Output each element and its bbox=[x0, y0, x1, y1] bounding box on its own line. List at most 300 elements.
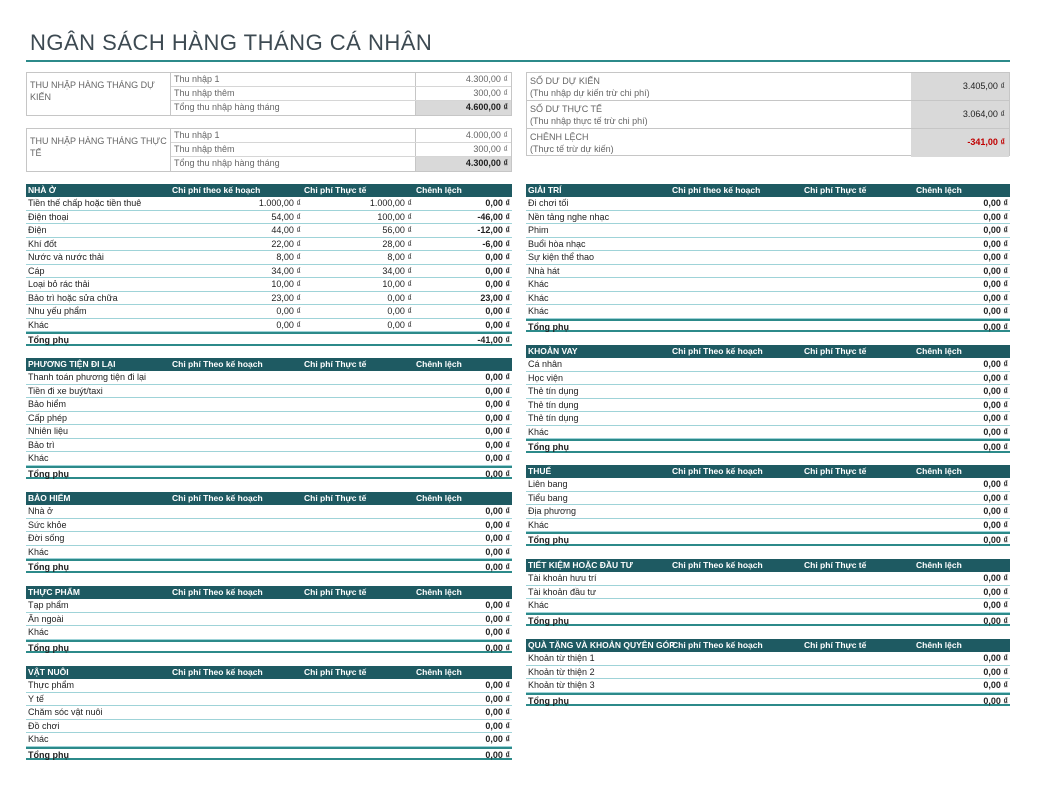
difference-cell: 0,00 ₫ bbox=[983, 413, 1008, 423]
table-row[interactable] bbox=[26, 706, 512, 720]
actual-cost-cell[interactable]: 1.000,00 ₫ bbox=[369, 198, 412, 208]
table-row[interactable] bbox=[26, 519, 512, 533]
row-label: Nhiên liệu bbox=[28, 426, 69, 436]
subtotal-value: 0,00 ₫ bbox=[983, 442, 1008, 452]
row-label: Y tế bbox=[28, 693, 44, 704]
pets-header bbox=[26, 666, 512, 679]
table-row[interactable] bbox=[526, 238, 1010, 252]
difference-cell: 0,00 ₫ bbox=[485, 734, 510, 744]
table-row[interactable] bbox=[526, 505, 1010, 519]
row-label: Tiền thế chấp hoặc tiền thuê bbox=[28, 198, 142, 208]
projected-income-row[interactable] bbox=[171, 87, 511, 101]
row-label: Khác bbox=[28, 627, 49, 637]
pets-table bbox=[26, 666, 512, 760]
row-label: Chăm sóc vật nuôi bbox=[28, 707, 103, 717]
row-label: Tiểu bang bbox=[528, 492, 568, 503]
difference-cell: 0,00 ₫ bbox=[485, 252, 510, 262]
column-header: Chênh lệch bbox=[916, 466, 962, 476]
subtotal-row bbox=[26, 466, 512, 480]
row-label: Thẻ tín dụng bbox=[528, 399, 579, 410]
difference-cell: 0,00 ₫ bbox=[983, 238, 1008, 249]
column-header: Chi phí Thực tế bbox=[804, 560, 867, 570]
row-label: Tiền đi xe buýt/taxi bbox=[28, 385, 103, 396]
difference-cell: 0,00 ₫ bbox=[485, 600, 510, 610]
difference-cell: 0,00 ₫ bbox=[485, 506, 510, 516]
column-header: Chi phí Theo kế hoạch bbox=[172, 359, 263, 369]
difference-cell: 0,00 ₫ bbox=[983, 399, 1008, 410]
column-header: Chi phí Thực tế bbox=[304, 185, 367, 195]
balance-label: SỐ DƯ DỰ KIẾN bbox=[530, 76, 600, 86]
table-row[interactable] bbox=[26, 385, 512, 399]
projected-balance-row bbox=[527, 73, 1009, 101]
column-header: Chi phí Theo kế hoạch bbox=[672, 346, 763, 356]
category-title: NHÀ Ở bbox=[28, 185, 57, 195]
planned-cost-cell[interactable]: 8,00 ₫ bbox=[276, 252, 301, 262]
subtotal-label: Tổng phụ bbox=[28, 749, 69, 760]
table-row[interactable] bbox=[526, 358, 1010, 372]
difference-cell: 0,00 ₫ bbox=[983, 359, 1008, 369]
income-row-label: Thu nhập 1 bbox=[174, 74, 220, 84]
entertainment-header bbox=[526, 184, 1010, 197]
row-label: Ăn ngoài bbox=[28, 613, 64, 624]
column-header: Chênh lệch bbox=[416, 587, 462, 597]
actual-cost-cell[interactable]: 56,00 ₫ bbox=[382, 225, 412, 235]
housing-header bbox=[26, 184, 512, 197]
actual-income-row[interactable] bbox=[171, 143, 511, 157]
table-row[interactable] bbox=[526, 305, 1010, 319]
difference-cell: 0,00 ₫ bbox=[983, 306, 1008, 316]
category-title: TIẾT KIỆM HOẶC ĐẦU TƯ bbox=[528, 560, 633, 570]
savings-header bbox=[526, 559, 1010, 572]
insurance-table bbox=[26, 492, 512, 573]
projected-balance-value: 3.405,00 ₫ bbox=[911, 73, 1009, 100]
row-label: Tài khoản đầu tư bbox=[528, 586, 597, 597]
table-row[interactable] bbox=[26, 693, 512, 707]
table-row[interactable] bbox=[526, 478, 1010, 492]
subtotal-value: 0,00 ₫ bbox=[485, 562, 510, 572]
row-label: Đồ chơi bbox=[28, 720, 60, 731]
row-label: Đời sống bbox=[28, 533, 65, 543]
insurance-header bbox=[26, 492, 512, 505]
row-label: Thẻ tín dụng bbox=[528, 413, 579, 423]
row-label: Bảo hiểm bbox=[28, 399, 67, 409]
table-row[interactable] bbox=[26, 197, 512, 211]
category-title: BẢO HIỂM bbox=[28, 493, 71, 503]
row-label: Khác bbox=[528, 292, 549, 303]
row-label: Đi chơi tối bbox=[528, 198, 569, 208]
row-label: Điện thoại bbox=[28, 211, 69, 222]
column-header: Chi phí theo kế hoạch bbox=[672, 185, 761, 195]
row-label: Bảo trì bbox=[28, 439, 55, 450]
income-row-value[interactable]: 4.300,00 ₫ bbox=[415, 73, 511, 86]
row-label: Sự kiện thể thao bbox=[528, 252, 595, 262]
actual-cost-cell[interactable]: 28,00 ₫ bbox=[382, 238, 412, 249]
table-row[interactable] bbox=[26, 532, 512, 546]
balance-sublabel: (Thu nhập dự kiến trừ chi phí) bbox=[530, 88, 650, 98]
column-header: Chi phí Thực tế bbox=[304, 493, 367, 503]
projected-income-total-row bbox=[171, 101, 511, 115]
actual-cost-cell[interactable]: 100,00 ₫ bbox=[377, 211, 412, 222]
row-label: Khác bbox=[528, 600, 549, 610]
difference-cell: -46,00 ₫ bbox=[477, 211, 510, 222]
row-label: Khoản từ thiện 1 bbox=[528, 653, 595, 663]
table-row[interactable] bbox=[526, 197, 1010, 211]
difference-cell: 0,00 ₫ bbox=[983, 506, 1008, 516]
row-label: Cá nhân bbox=[528, 359, 563, 369]
table-row[interactable] bbox=[526, 251, 1010, 265]
difference-cell: 0,00 ₫ bbox=[983, 573, 1008, 583]
planned-cost-cell[interactable]: 54,00 ₫ bbox=[271, 211, 301, 222]
table-row[interactable] bbox=[526, 572, 1010, 586]
column-header: Chênh lệch bbox=[916, 185, 962, 195]
difference-cell: 0,00 ₫ bbox=[485, 439, 510, 450]
gifts-header bbox=[526, 639, 1010, 652]
subtotal-label: Tổng phụ bbox=[528, 442, 569, 452]
table-row[interactable] bbox=[526, 666, 1010, 680]
column-header: Chênh lệch bbox=[416, 185, 462, 195]
subtotal-label: Tổng phụ bbox=[28, 642, 69, 653]
column-header: Chi phí Thực tế bbox=[804, 640, 867, 650]
subtotal-row bbox=[526, 532, 1010, 546]
row-label: Khác bbox=[28, 546, 49, 557]
actual-balance-row bbox=[527, 101, 1009, 129]
row-label: Sức khỏe bbox=[28, 519, 67, 530]
subtotal-label: Tổng phụ bbox=[28, 335, 69, 345]
difference-cell: -6,00 ₫ bbox=[482, 238, 510, 249]
difference-cell: 0,00 ₫ bbox=[983, 372, 1008, 383]
planned-cost-cell[interactable]: 10,00 ₫ bbox=[271, 279, 301, 289]
table-row[interactable] bbox=[526, 211, 1010, 225]
table-row[interactable] bbox=[526, 492, 1010, 506]
subtotal-row bbox=[26, 559, 512, 573]
difference-cell: 0,00 ₫ bbox=[485, 533, 510, 543]
difference-cell: 0,00 ₫ bbox=[983, 279, 1008, 289]
row-label: Loại bỏ rác thải bbox=[28, 279, 90, 289]
table-row[interactable] bbox=[526, 586, 1010, 600]
difference-cell: 0,00 ₫ bbox=[485, 306, 510, 316]
difference-cell: 0,00 ₫ bbox=[983, 252, 1008, 262]
table-row[interactable] bbox=[26, 733, 512, 747]
category-title: QUÀ TẶNG VÀ KHOẢN QUYÊN GÓP bbox=[528, 640, 675, 650]
row-label: Cáp bbox=[28, 265, 45, 276]
table-row[interactable] bbox=[26, 251, 512, 265]
income-row-label: Thu nhập 1 bbox=[174, 130, 220, 140]
column-header: Chi phí Thực tế bbox=[804, 185, 867, 195]
actual-cost-cell[interactable]: 0,00 ₫ bbox=[387, 319, 412, 330]
income-row-value[interactable]: 4.000,00 ₫ bbox=[415, 129, 511, 142]
difference-cell: 0,00 ₫ bbox=[983, 265, 1008, 276]
subtotal-value: 0,00 ₫ bbox=[983, 695, 1008, 706]
table-row[interactable] bbox=[26, 720, 512, 734]
income-total-value: 4.600,00 ₫ bbox=[415, 101, 511, 115]
difference-cell: 0,00 ₫ bbox=[485, 426, 510, 436]
column-header: Chi phí Thực tế bbox=[804, 466, 867, 476]
planned-cost-cell[interactable]: 44,00 ₫ bbox=[271, 225, 301, 235]
table-row[interactable] bbox=[526, 265, 1010, 279]
balance-label: SỐ DƯ THỰC TẾ bbox=[530, 104, 603, 114]
column-header: Chênh lệch bbox=[416, 493, 462, 503]
row-label: Bảo trì hoặc sửa chữa bbox=[28, 292, 118, 303]
column-header: Chi phí Thực tế bbox=[304, 587, 367, 597]
table-row[interactable] bbox=[26, 679, 512, 693]
difference-cell: 0,00 ₫ bbox=[983, 600, 1008, 610]
column-header: Chênh lệch bbox=[916, 640, 962, 650]
difference-cell: 0,00 ₫ bbox=[983, 653, 1008, 663]
subtotal-label: Tổng phụ bbox=[528, 535, 569, 545]
taxes-header bbox=[526, 465, 1010, 478]
difference-cell: 0,00 ₫ bbox=[485, 372, 510, 382]
table-row[interactable] bbox=[526, 372, 1010, 386]
subtotal-value: 0,00 ₫ bbox=[485, 642, 510, 653]
column-header: Chi phí Thực tế bbox=[804, 346, 867, 356]
table-row[interactable] bbox=[26, 211, 512, 225]
column-header: Chi phí Thực tế bbox=[304, 667, 367, 677]
row-label: Nhà hát bbox=[528, 265, 560, 276]
row-label: Địa phương bbox=[528, 506, 576, 516]
difference-cell: 0,00 ₫ bbox=[485, 720, 510, 731]
table-row[interactable] bbox=[26, 319, 512, 333]
planned-cost-cell[interactable]: 0,00 ₫ bbox=[276, 306, 301, 316]
category-title: VẬT NUÔI bbox=[28, 667, 69, 677]
table-row[interactable] bbox=[26, 425, 512, 439]
difference-cell: 0,00 ₫ bbox=[485, 546, 510, 557]
row-label: Khác bbox=[528, 426, 549, 437]
subtotal-label: Tổng phụ bbox=[528, 615, 569, 626]
difference-cell: 23,00 ₫ bbox=[480, 292, 510, 303]
row-label: Khác bbox=[28, 453, 49, 463]
difference-cell: 0,00 ₫ bbox=[485, 279, 510, 289]
subtotal-row bbox=[26, 640, 512, 654]
column-header: Chênh lệch bbox=[416, 667, 462, 677]
row-label: Khoản từ thiện 3 bbox=[528, 680, 595, 690]
table-row[interactable] bbox=[26, 398, 512, 412]
row-label: Học viện bbox=[528, 372, 564, 383]
difference-cell: 0,00 ₫ bbox=[983, 386, 1008, 396]
entertainment-table bbox=[526, 184, 1010, 332]
column-header: Chênh lệch bbox=[916, 346, 962, 356]
row-label: Thanh toán phương tiện đi lại bbox=[28, 372, 147, 382]
planned-cost-cell[interactable]: 22,00 ₫ bbox=[271, 238, 301, 249]
title-divider bbox=[26, 60, 1010, 62]
difference-row bbox=[527, 129, 1009, 157]
row-label: Thực phẩm bbox=[28, 680, 75, 690]
row-label: Khác bbox=[528, 519, 549, 530]
row-label: Tạp phẩm bbox=[28, 600, 69, 610]
difference-cell: 0,00 ₫ bbox=[983, 680, 1008, 690]
subtotal-value: 0,00 ₫ bbox=[983, 321, 1008, 332]
subtotal-label: Tổng phụ bbox=[528, 321, 569, 332]
difference-cell: 0,00 ₫ bbox=[983, 519, 1008, 530]
subtotal-row bbox=[526, 319, 1010, 333]
difference-cell: 0,00 ₫ bbox=[485, 519, 510, 530]
difference-cell: 0,00 ₫ bbox=[485, 319, 510, 330]
table-row[interactable] bbox=[526, 399, 1010, 413]
subtotal-row bbox=[526, 693, 1010, 707]
difference-cell: 0,00 ₫ bbox=[485, 627, 510, 637]
projected-income-box bbox=[26, 72, 512, 116]
difference-cell: 0,00 ₫ bbox=[485, 613, 510, 624]
subtotal-label: Tổng phụ bbox=[528, 695, 569, 706]
row-label: Nước và nước thải bbox=[28, 252, 104, 262]
transport-table bbox=[26, 358, 512, 479]
difference-cell: 0,00 ₫ bbox=[983, 479, 1008, 489]
housing-table bbox=[26, 184, 512, 346]
row-label: Tài khoản hưu trí bbox=[528, 573, 597, 583]
subtotal-value: 0,00 ₫ bbox=[983, 615, 1008, 626]
table-row[interactable] bbox=[26, 292, 512, 306]
actual-cost-cell[interactable]: 8,00 ₫ bbox=[387, 252, 412, 262]
actual-income-total-row bbox=[171, 157, 511, 171]
difference-value: -341,00 ₫ bbox=[911, 129, 1009, 157]
income-row-label: Tổng thu nhập hàng tháng bbox=[174, 158, 280, 168]
row-label: Khác bbox=[28, 319, 49, 330]
table-row[interactable] bbox=[526, 292, 1010, 306]
loans-header bbox=[526, 345, 1010, 358]
actual-cost-cell[interactable]: 10,00 ₫ bbox=[382, 279, 412, 289]
difference-cell: 0,00 ₫ bbox=[485, 707, 510, 717]
difference-cell: 0,00 ₫ bbox=[485, 680, 510, 690]
row-label: Khác bbox=[28, 734, 49, 744]
column-header: Chênh lệch bbox=[916, 560, 962, 570]
subtotal-row bbox=[526, 613, 1010, 627]
subtotal-label: Tổng phụ bbox=[28, 562, 69, 572]
table-row[interactable] bbox=[26, 224, 512, 238]
table-row[interactable] bbox=[26, 412, 512, 426]
difference-cell: 0,00 ₫ bbox=[983, 292, 1008, 303]
subtotal-value: -41,00 ₫ bbox=[477, 335, 510, 345]
difference-cell: 0,00 ₫ bbox=[485, 412, 510, 423]
taxes-table bbox=[526, 465, 1010, 546]
table-row[interactable] bbox=[26, 452, 512, 466]
loans-table bbox=[526, 345, 1010, 453]
category-title: KHOẢN VAY bbox=[528, 346, 578, 356]
subtotal-value: 0,00 ₫ bbox=[485, 749, 510, 760]
category-title: GIẢI TRÍ bbox=[528, 185, 562, 195]
column-header: Chi phí Theo kế hoạch bbox=[172, 587, 263, 597]
column-header: Chi phí theo kế hoạch bbox=[172, 185, 261, 195]
balance-box bbox=[526, 72, 1010, 156]
table-row[interactable] bbox=[26, 238, 512, 252]
row-label: Khoản từ thiện 2 bbox=[528, 666, 595, 677]
table-row[interactable] bbox=[26, 278, 512, 292]
difference-cell: 0,00 ₫ bbox=[983, 666, 1008, 677]
planned-cost-cell[interactable]: 0,00 ₫ bbox=[276, 319, 301, 330]
difference-cell: -12,00 ₫ bbox=[477, 225, 510, 235]
income-row-value[interactable]: 300,00 ₫ bbox=[415, 143, 511, 156]
food-header bbox=[26, 586, 512, 599]
row-label: Nền tảng nghe nhạc bbox=[528, 211, 610, 222]
table-row[interactable] bbox=[26, 546, 512, 560]
subtotal-row bbox=[526, 439, 1010, 453]
planned-cost-cell[interactable]: 1.000,00 ₫ bbox=[258, 198, 301, 208]
row-label: Liên bang bbox=[528, 479, 568, 489]
income-row-label: Tổng thu nhập hàng tháng bbox=[174, 102, 280, 112]
difference-cell: 0,00 ₫ bbox=[485, 385, 510, 396]
row-label: Nhà ở bbox=[28, 506, 53, 516]
balance-sublabel: (Thu nhập thực tế trừ chi phí) bbox=[530, 116, 648, 126]
column-header: Chi phí Theo kế hoạch bbox=[672, 640, 763, 650]
row-label: Buổi hòa nhạc bbox=[528, 238, 586, 249]
gifts-table bbox=[526, 639, 1010, 706]
table-row[interactable] bbox=[26, 265, 512, 279]
column-header: Chi phí Theo kế hoạch bbox=[672, 560, 763, 570]
planned-cost-cell[interactable]: 34,00 ₫ bbox=[271, 265, 301, 276]
table-row[interactable] bbox=[526, 426, 1010, 440]
actual-cost-cell[interactable]: 0,00 ₫ bbox=[387, 306, 412, 316]
difference-cell: 0,00 ₫ bbox=[983, 492, 1008, 503]
income-row-label: Thu nhập thêm bbox=[174, 88, 235, 98]
transport-header bbox=[26, 358, 512, 371]
difference-cell: 0,00 ₫ bbox=[983, 586, 1008, 597]
table-row[interactable] bbox=[26, 613, 512, 627]
food-table bbox=[26, 586, 512, 653]
table-row[interactable] bbox=[526, 412, 1010, 426]
subtotal-value: 0,00 ₫ bbox=[983, 535, 1008, 545]
actual-cost-cell[interactable]: 34,00 ₫ bbox=[382, 265, 412, 276]
row-label: Khác bbox=[528, 306, 549, 316]
row-label: Nhu yếu phẩm bbox=[28, 306, 87, 316]
column-header: Chi phí Theo kế hoạch bbox=[172, 667, 263, 677]
column-header: Chi phí Theo kế hoạch bbox=[172, 493, 263, 503]
row-label: Khí đốt bbox=[28, 238, 57, 249]
table-row[interactable] bbox=[526, 224, 1010, 238]
table-row[interactable] bbox=[526, 385, 1010, 399]
planned-cost-cell[interactable]: 23,00 ₫ bbox=[271, 292, 301, 303]
category-title: THUẾ bbox=[528, 466, 552, 476]
income-row-value[interactable]: 300,00 ₫ bbox=[415, 87, 511, 100]
difference-cell: 0,00 ₫ bbox=[983, 198, 1008, 208]
difference-cell: 0,00 ₫ bbox=[485, 265, 510, 276]
difference-cell: 0,00 ₫ bbox=[983, 426, 1008, 437]
difference-cell: 0,00 ₫ bbox=[485, 453, 510, 463]
table-row[interactable] bbox=[26, 599, 512, 613]
row-label: Phim bbox=[528, 225, 549, 235]
table-row[interactable] bbox=[26, 626, 512, 640]
table-row[interactable] bbox=[26, 371, 512, 385]
row-label: Cấp phép bbox=[28, 412, 68, 423]
category-title: PHƯƠNG TIỆN ĐI LẠI bbox=[28, 359, 116, 369]
column-header: Chênh lệch bbox=[416, 359, 462, 369]
table-row[interactable] bbox=[26, 305, 512, 319]
balance-label: CHÊNH LỆCH bbox=[530, 132, 589, 142]
projected-income-label: THU NHẬP HÀNG THÁNG DỰ KIẾN bbox=[27, 73, 171, 115]
row-label: Thẻ tín dụng bbox=[528, 386, 579, 396]
actual-income-row[interactable] bbox=[171, 129, 511, 143]
difference-cell: 0,00 ₫ bbox=[485, 693, 510, 704]
difference-cell: 0,00 ₫ bbox=[983, 211, 1008, 222]
table-row[interactable] bbox=[526, 519, 1010, 533]
table-row[interactable] bbox=[526, 278, 1010, 292]
table-row[interactable] bbox=[526, 652, 1010, 666]
difference-cell: 0,00 ₫ bbox=[485, 198, 510, 208]
table-row[interactable] bbox=[26, 505, 512, 519]
actual-cost-cell[interactable]: 0,00 ₫ bbox=[387, 292, 412, 303]
page-title: NGÂN SÁCH HÀNG THÁNG CÁ NHÂN bbox=[30, 30, 433, 55]
savings-table bbox=[526, 559, 1010, 626]
projected-income-row[interactable] bbox=[171, 73, 511, 87]
category-title: THỰC PHẨM bbox=[28, 587, 80, 597]
difference-cell: 0,00 ₫ bbox=[485, 399, 510, 409]
actual-income-box bbox=[26, 128, 512, 172]
table-row[interactable] bbox=[526, 679, 1010, 693]
table-row[interactable] bbox=[526, 599, 1010, 613]
income-row-label: Thu nhập thêm bbox=[174, 144, 235, 154]
actual-income-label: THU NHẬP HÀNG THÁNG THỰC TẾ bbox=[27, 129, 171, 171]
balance-sublabel: (Thực tế trừ dự kiến) bbox=[530, 144, 614, 154]
row-label: Điện bbox=[28, 225, 47, 235]
income-total-value: 4.300,00 ₫ bbox=[415, 157, 511, 171]
table-row[interactable] bbox=[26, 439, 512, 453]
